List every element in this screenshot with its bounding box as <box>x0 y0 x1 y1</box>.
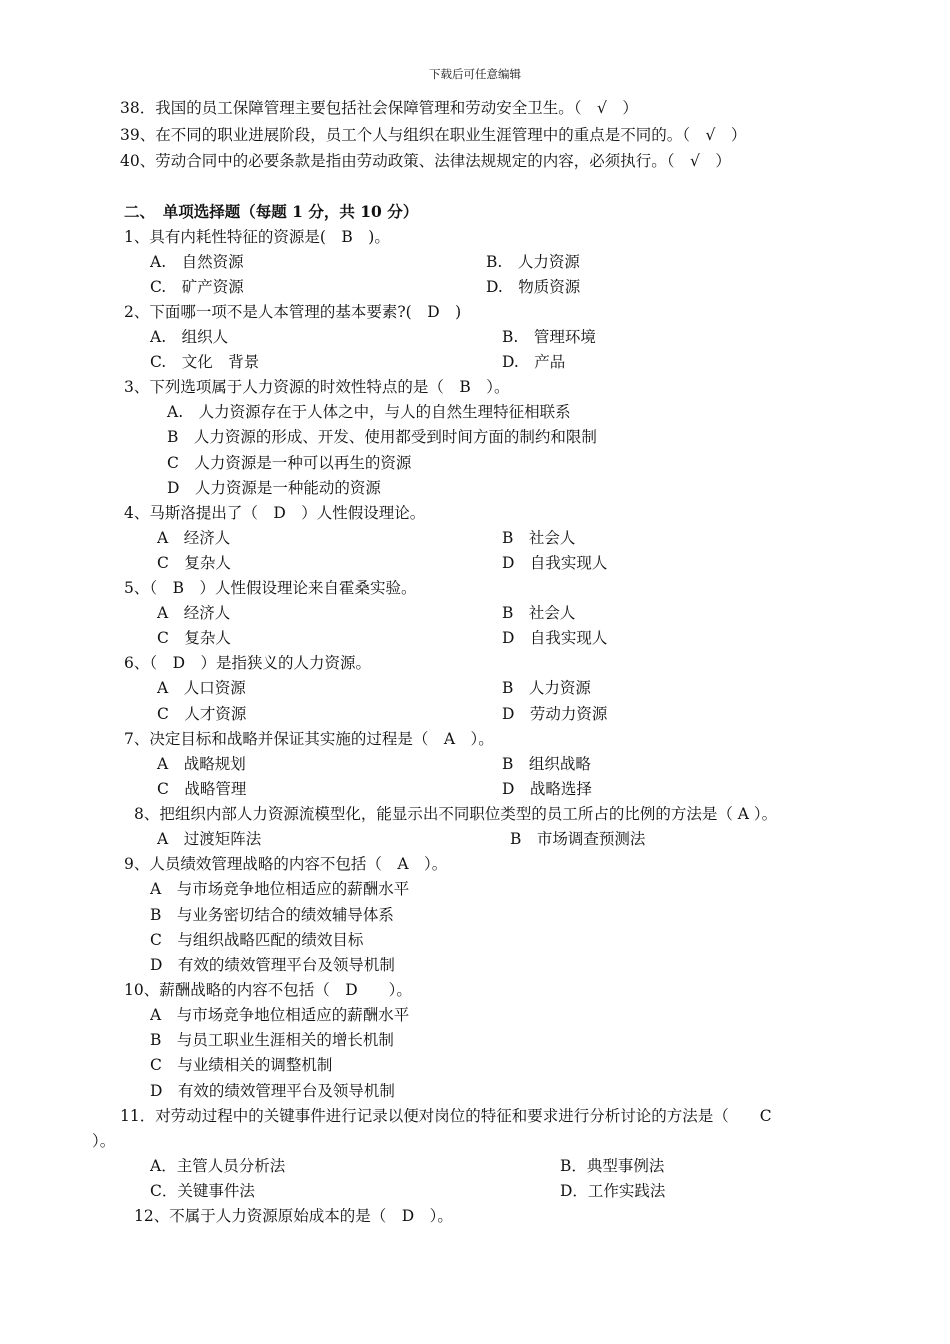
question-1-stem: 1、具有内耗性特征的资源是( B )。 <box>124 228 390 246</box>
question-3-option-a: A. 人力资源存在于人体之中，与人的自然生理特征相联系 <box>167 403 571 421</box>
question-6-option-b: B 人力资源 <box>502 679 591 697</box>
question-4-option-c: C 复杂人 <box>157 554 231 572</box>
question-7-stem: 7、决定目标和战略并保证其实施的过程是（ A ）。 <box>124 730 494 748</box>
judgement-40: 40、劳动合同中的必要条款是指由劳动政策、法律法规规定的内容，必须执行。（ √ ） <box>120 152 731 170</box>
question-10-option-d: D 有效的绩效管理平台及领导机制 <box>150 1082 395 1100</box>
question-11-option-a: A．主管人员分析法 <box>150 1157 286 1175</box>
question-5-stem: 5、（ B ）人性假设理论来自霍桑实验。 <box>124 579 417 597</box>
question-10-option-a: A 与市场竞争地位相适应的薪酬水平 <box>150 1006 410 1024</box>
question-4-option-b: B 社会人 <box>502 529 576 547</box>
question-5-option-d: D 自我实现人 <box>502 629 608 647</box>
question-6-option-d: D 劳动力资源 <box>502 705 608 723</box>
question-1-option-b: B. 人力资源 <box>486 253 580 271</box>
question-11-stem-continued: ）。 <box>92 1132 116 1150</box>
question-7-option-d: D 战略选择 <box>502 780 592 798</box>
judgement-39: 39、在不同的职业进展阶段，员工个人与组织在职业生涯管理中的重点是不同的。（ √ ） <box>120 126 747 144</box>
question-1-option-c: C. 矿产资源 <box>150 278 244 296</box>
question-11-option-b: B．典型事例法 <box>560 1157 665 1175</box>
question-8-stem: 8、把组织内部人力资源流模型化，能显示出不同职位类型的员工所占的比例的方法是（ A ）。 <box>134 805 778 823</box>
question-7-option-c: C 战略管理 <box>157 780 247 798</box>
question-2-stem: 2、下面哪一项不是人本管理的基本要素?( D ) <box>124 303 462 321</box>
question-2-option-a: A. 组织人 <box>150 328 229 346</box>
question-3-option-b: B 人力资源的形成、开发、使用都受到时间方面的制约和限制 <box>167 428 597 446</box>
question-6-option-a: A 人口资源 <box>157 679 246 697</box>
question-6-stem: 6、（ D ）是指狭义的人力资源。 <box>124 654 372 672</box>
question-9-option-c: C 与组织战略匹配的绩效目标 <box>150 931 364 949</box>
question-9-option-b: B 与业务密切结合的绩效辅导体系 <box>150 906 394 924</box>
page-header: 下载后可任意编辑 <box>429 67 521 81</box>
question-2-option-d: D. 产品 <box>502 353 566 371</box>
question-4-option-d: D 自我实现人 <box>502 554 608 572</box>
question-11-option-c: C．关键事件法 <box>150 1182 255 1200</box>
section-title: 二、 单项选择题（每题 1 分，共 10 分） <box>124 202 419 221</box>
question-3-option-d: D 人力资源是一种能动的资源 <box>167 479 381 497</box>
question-11-stem: 11．对劳动过程中的关键事件进行记录以便对岗位的特征和要求进行分析讨论的方法是（ C <box>120 1107 772 1125</box>
question-1-option-d: D. 物质资源 <box>486 278 581 296</box>
question-10-option-b: B 与员工职业生涯相关的增长机制 <box>150 1031 394 1049</box>
judgement-38: 38．我国的员工保障管理主要包括社会保障管理和劳动安全卫生。（ √ ） <box>120 99 638 117</box>
question-9-option-a: A 与市场竞争地位相适应的薪酬水平 <box>150 880 410 898</box>
question-8-option-b: B 市场调查预测法 <box>510 830 646 848</box>
question-5-option-c: C 复杂人 <box>157 629 231 647</box>
question-9-stem: 9、人员绩效管理战略的内容不包括（ A ）。 <box>124 855 448 873</box>
question-2-option-b: B. 管理环境 <box>502 328 596 346</box>
question-10-stem: 10、薪酬战略的内容不包括（ D ）。 <box>124 981 412 999</box>
question-4-stem: 4、马斯洛提出了（ D ）人性假设理论。 <box>124 504 426 522</box>
question-12-stem: 12、不属于人力资源原始成本的是（ D ）。 <box>134 1207 453 1225</box>
question-5-option-a: A 经济人 <box>157 604 231 622</box>
question-1-option-a: A. 自然资源 <box>150 253 244 271</box>
question-4-option-a: A 经济人 <box>157 529 231 547</box>
question-8-option-a: A 过渡矩阵法 <box>157 830 262 848</box>
question-5-option-b: B 社会人 <box>502 604 576 622</box>
question-10-option-c: C 与业绩相关的调整机制 <box>150 1056 333 1074</box>
question-9-option-d: D 有效的绩效管理平台及领导机制 <box>150 956 395 974</box>
question-7-option-a: A 战略规划 <box>157 755 246 773</box>
question-7-option-b: B 组织战略 <box>502 755 591 773</box>
question-3-stem: 3、下列选项属于人力资源的时效性特点的是（ B ）。 <box>124 378 510 396</box>
question-11-option-d: D．工作实践法 <box>560 1182 666 1200</box>
question-3-option-c: C 人力资源是一种可以再生的资源 <box>167 454 412 472</box>
question-2-option-c: C. 文化 背景 <box>150 353 260 371</box>
question-6-option-c: C 人才资源 <box>157 705 247 723</box>
